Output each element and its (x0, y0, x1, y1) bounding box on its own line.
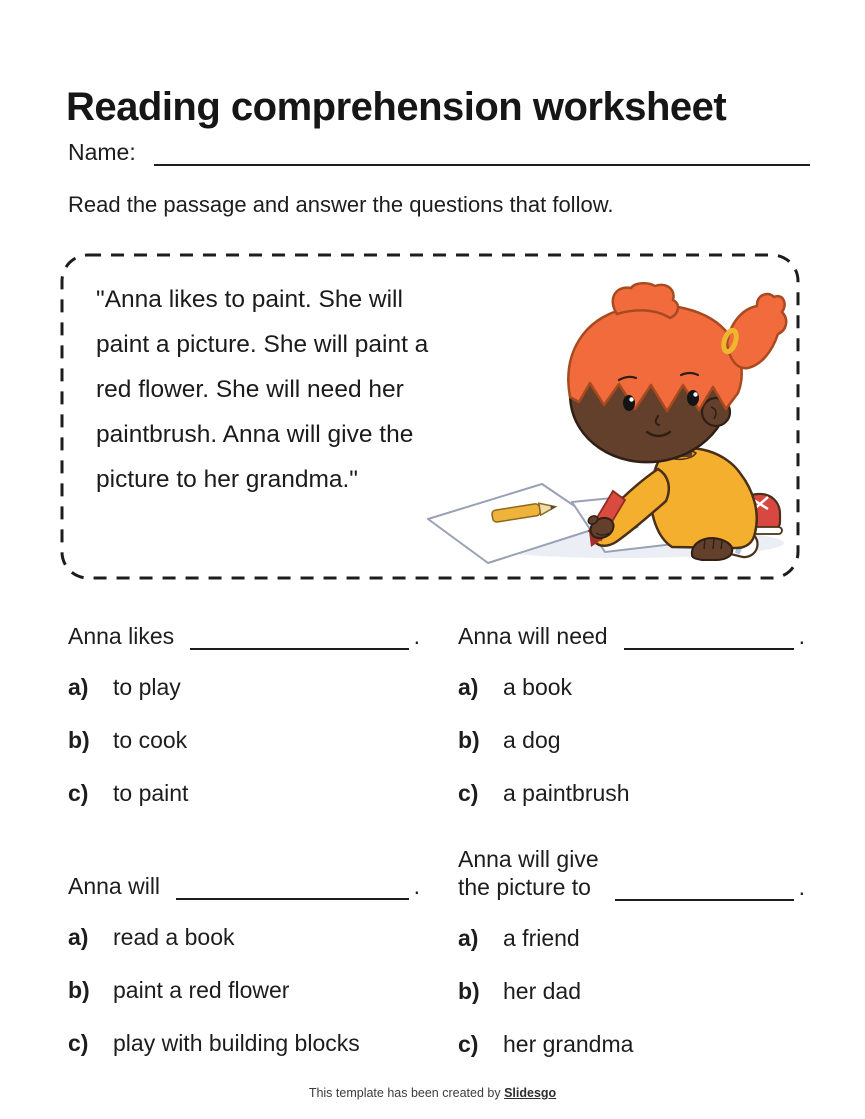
option-a (68, 924, 420, 952)
option-c (68, 1030, 420, 1058)
floor-hand (692, 538, 732, 560)
passage-line: "Anna likes to paint. She will (96, 286, 403, 313)
option-text: to play (113, 674, 181, 700)
option-c (68, 780, 420, 808)
name-row (68, 138, 810, 166)
option-text: paint a red flower (113, 977, 290, 1003)
name-label: Name: (68, 139, 136, 165)
question-4 (458, 845, 805, 1084)
option-text: a paintbrush (503, 780, 630, 806)
option-letter: a) (458, 674, 479, 700)
question-prompt (458, 622, 608, 650)
option-b (458, 978, 805, 1006)
option-text: to cook (113, 727, 188, 753)
hair (568, 283, 786, 411)
option-c (458, 1031, 805, 1059)
prompt-line: Anna will give (458, 846, 599, 872)
page-title: Reading comprehension worksheet (66, 84, 727, 129)
prompt-line: Anna will (68, 873, 161, 899)
option-letter: b) (68, 977, 90, 1003)
period: . (798, 623, 805, 649)
question-1 (68, 622, 420, 833)
option-letter: a) (458, 925, 479, 951)
option-a (68, 674, 420, 702)
name-blank-line (154, 140, 810, 166)
instruction-text: Read the passage and answer the questions that follow. (68, 192, 614, 217)
prompt-line: Anna likes (68, 623, 175, 649)
passage-box (60, 253, 800, 580)
option-letter: b) (458, 727, 480, 753)
question-prompt (68, 872, 160, 900)
option-b (68, 977, 420, 1005)
option-text: a book (503, 674, 573, 700)
option-a (458, 925, 805, 953)
passage-line: paint a picture. She will paint a (96, 331, 429, 358)
option-text: play with building blocks (113, 1030, 360, 1056)
question-prompt-row (458, 622, 805, 650)
question-3 (68, 872, 420, 1083)
option-letter: c) (68, 1030, 89, 1056)
option-text: her dad (503, 978, 582, 1004)
girl-painting-illustration (422, 281, 790, 571)
answer-blank-line (190, 624, 408, 650)
option-text: read a book (113, 924, 235, 950)
footer-credit-text: This template has been created by (308, 1086, 501, 1100)
question-prompt-row (458, 845, 805, 901)
option-b (458, 727, 805, 755)
period: . (413, 623, 420, 649)
passage-line: picture to her grandma." (96, 466, 358, 493)
prompt-line: the picture to (458, 874, 591, 900)
option-a (458, 674, 805, 702)
period: . (413, 873, 420, 899)
footer (0, 1086, 865, 1100)
passage-line: red flower. She will need her (96, 376, 404, 403)
prompt-line: Anna will need (458, 623, 608, 649)
passage-line: paintbrush. Anna will give the (96, 421, 414, 448)
question-prompt (458, 845, 599, 901)
period: . (798, 874, 805, 900)
option-text: a dog (503, 727, 561, 753)
option-letter: a) (68, 924, 89, 950)
option-letter: b) (68, 727, 90, 753)
option-text: to paint (113, 780, 189, 806)
option-letter: b) (458, 978, 480, 1004)
option-b (68, 727, 420, 755)
option-letter: a) (68, 674, 89, 700)
option-letter: c) (68, 780, 89, 806)
option-c (458, 780, 805, 808)
question-2 (458, 622, 805, 833)
question-prompt (68, 622, 174, 650)
answer-blank-line (624, 624, 794, 650)
option-text: a friend (503, 925, 580, 951)
question-prompt-row (68, 622, 420, 650)
option-text: her grandma (503, 1031, 634, 1057)
question-prompt-row (68, 872, 420, 900)
answer-blank-line (176, 874, 409, 900)
option-letter: c) (458, 1031, 479, 1057)
option-letter: c) (458, 780, 479, 806)
footer-slidesgo-link[interactable]: Slidesgo (504, 1086, 557, 1100)
answer-blank-line (615, 875, 794, 901)
